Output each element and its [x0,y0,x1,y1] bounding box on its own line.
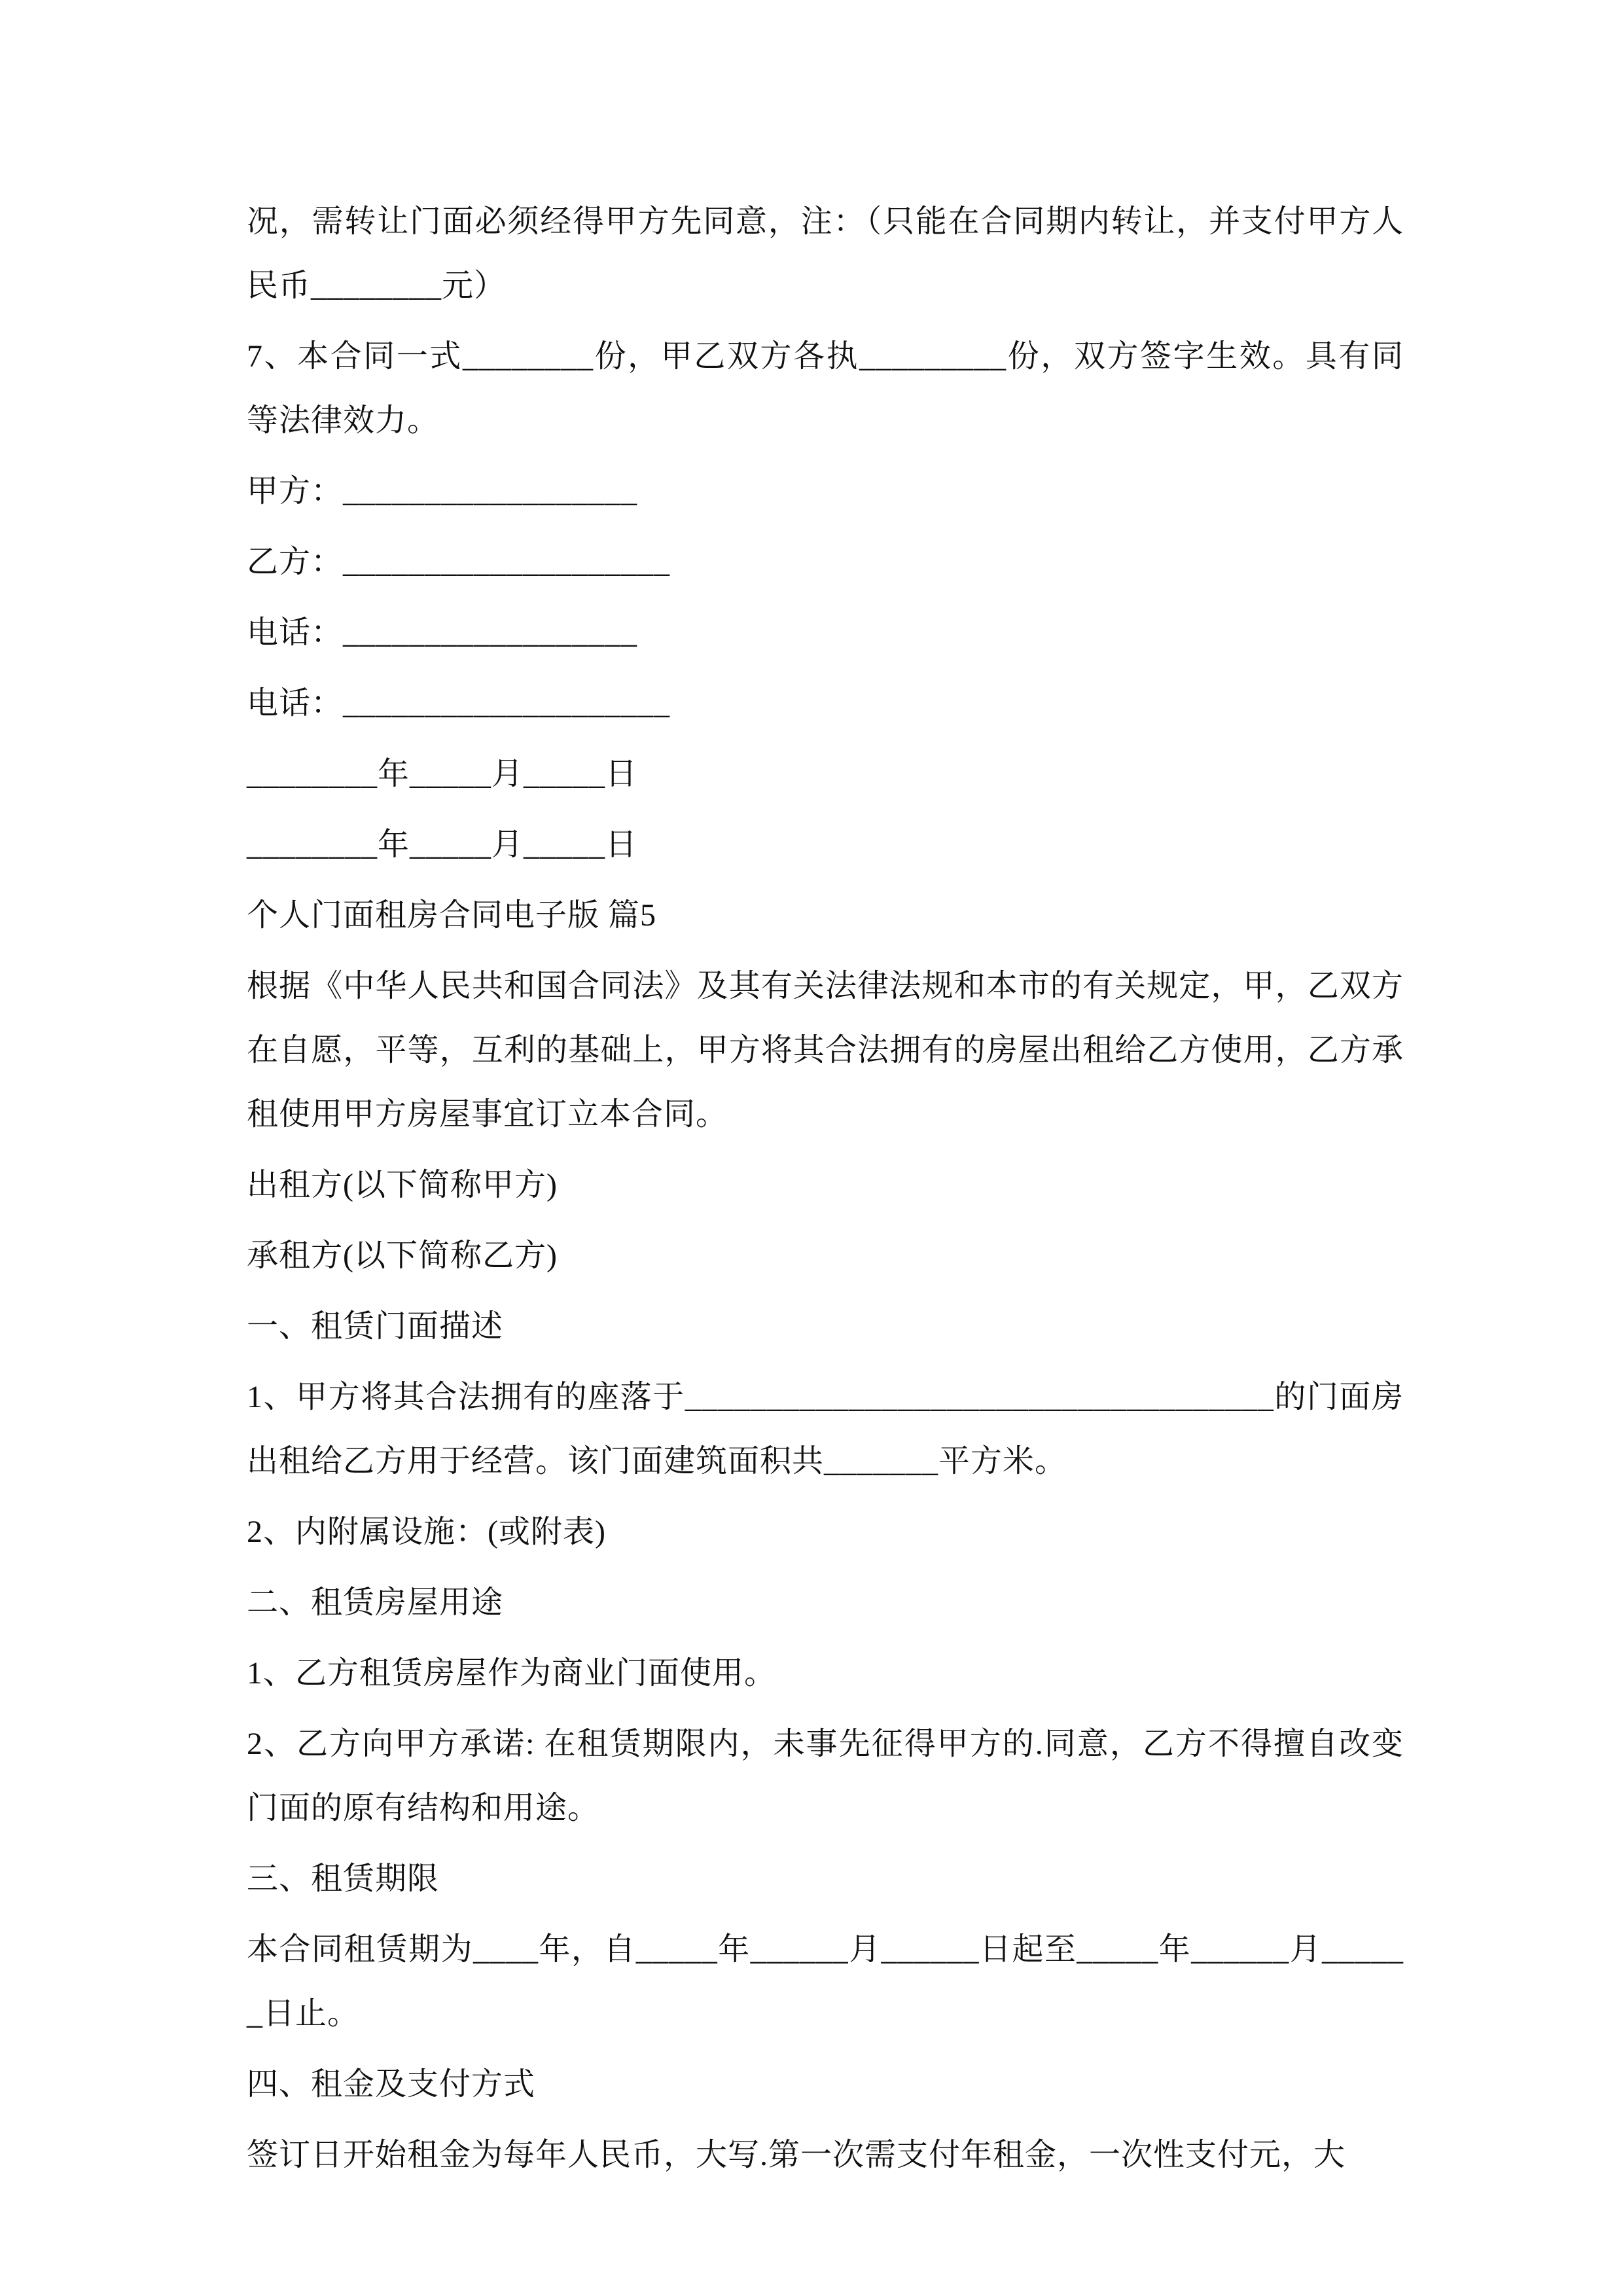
phone-line-2: 电话：____________________ [247,686,671,721]
preamble-paragraph: 根据《中华人民共和国合同法》及其有关法律法规和本市的有关规定，甲，乙双方在自愿，平等，互利的基础上，甲方将其合法拥有的房屋出租给乙方使用，乙方承租使用甲方房屋事宜订立本合同。 [247,969,1404,1132]
section-1-clause-2: 2、内附属设施：(或附表) [247,1515,606,1549]
section-2-clause-2: 2、乙方向甲方承诺: 在租赁期限内，未事先征得甲方的.同意，乙方不得擅自改变门面的原有结构和用途。 [247,1727,1404,1825]
clause-7-copies: 7、本合同一式________份，甲乙双方各执_________份，双方签字生效。具有同等法律效力。 [247,339,1404,438]
section-3-heading: 三、租赁期限 [247,1861,440,1896]
page-subtitle: 个人门面租房合同电子版 篇5 [247,898,657,933]
party-a-signature-line: 甲方：__________________ [247,474,638,509]
lessee-line: 承租方(以下简称乙方) [247,1238,558,1273]
date-line-2: ________年_____月_____日 [247,827,638,862]
section-4-rent-line: 签订日开始租金为每年人民币，大写.第一次需支付年租金，一次性支付元，大 [247,2138,1346,2172]
party-b-signature-line: 乙方：____________________ [247,545,671,579]
lessor-line: 出租方(以下简称甲方) [247,1168,558,1202]
date-line-1: ________年_____月_____日 [247,757,638,791]
section-2-clause-1: 1、乙方租赁房屋作为商业门面使用。 [247,1656,777,1691]
section-4-heading: 四、租金及支付方式 [247,2067,536,2102]
section-2-heading: 二、租赁房屋用途 [247,1585,504,1620]
section-1-clause-1: 1、甲方将其合法拥有的座落于____________________________________的门面房出租给乙方用于经营。该门面建筑面积共_______平方米。 [247,1380,1404,1479]
clause-transfer-continuation: 况，需转让门面必须经得甲方先同意，注：（只能在合同期内转让，并支付甲方人民币________元） [247,204,1404,303]
section-3-term-line: 本合同租赁期为____年，自_____年______月______日起至_____年______月______日止。 [247,1932,1404,2031]
section-1-heading: 一、租赁门面描述 [247,1309,504,1344]
phone-line-1: 电话：__________________ [247,615,638,650]
